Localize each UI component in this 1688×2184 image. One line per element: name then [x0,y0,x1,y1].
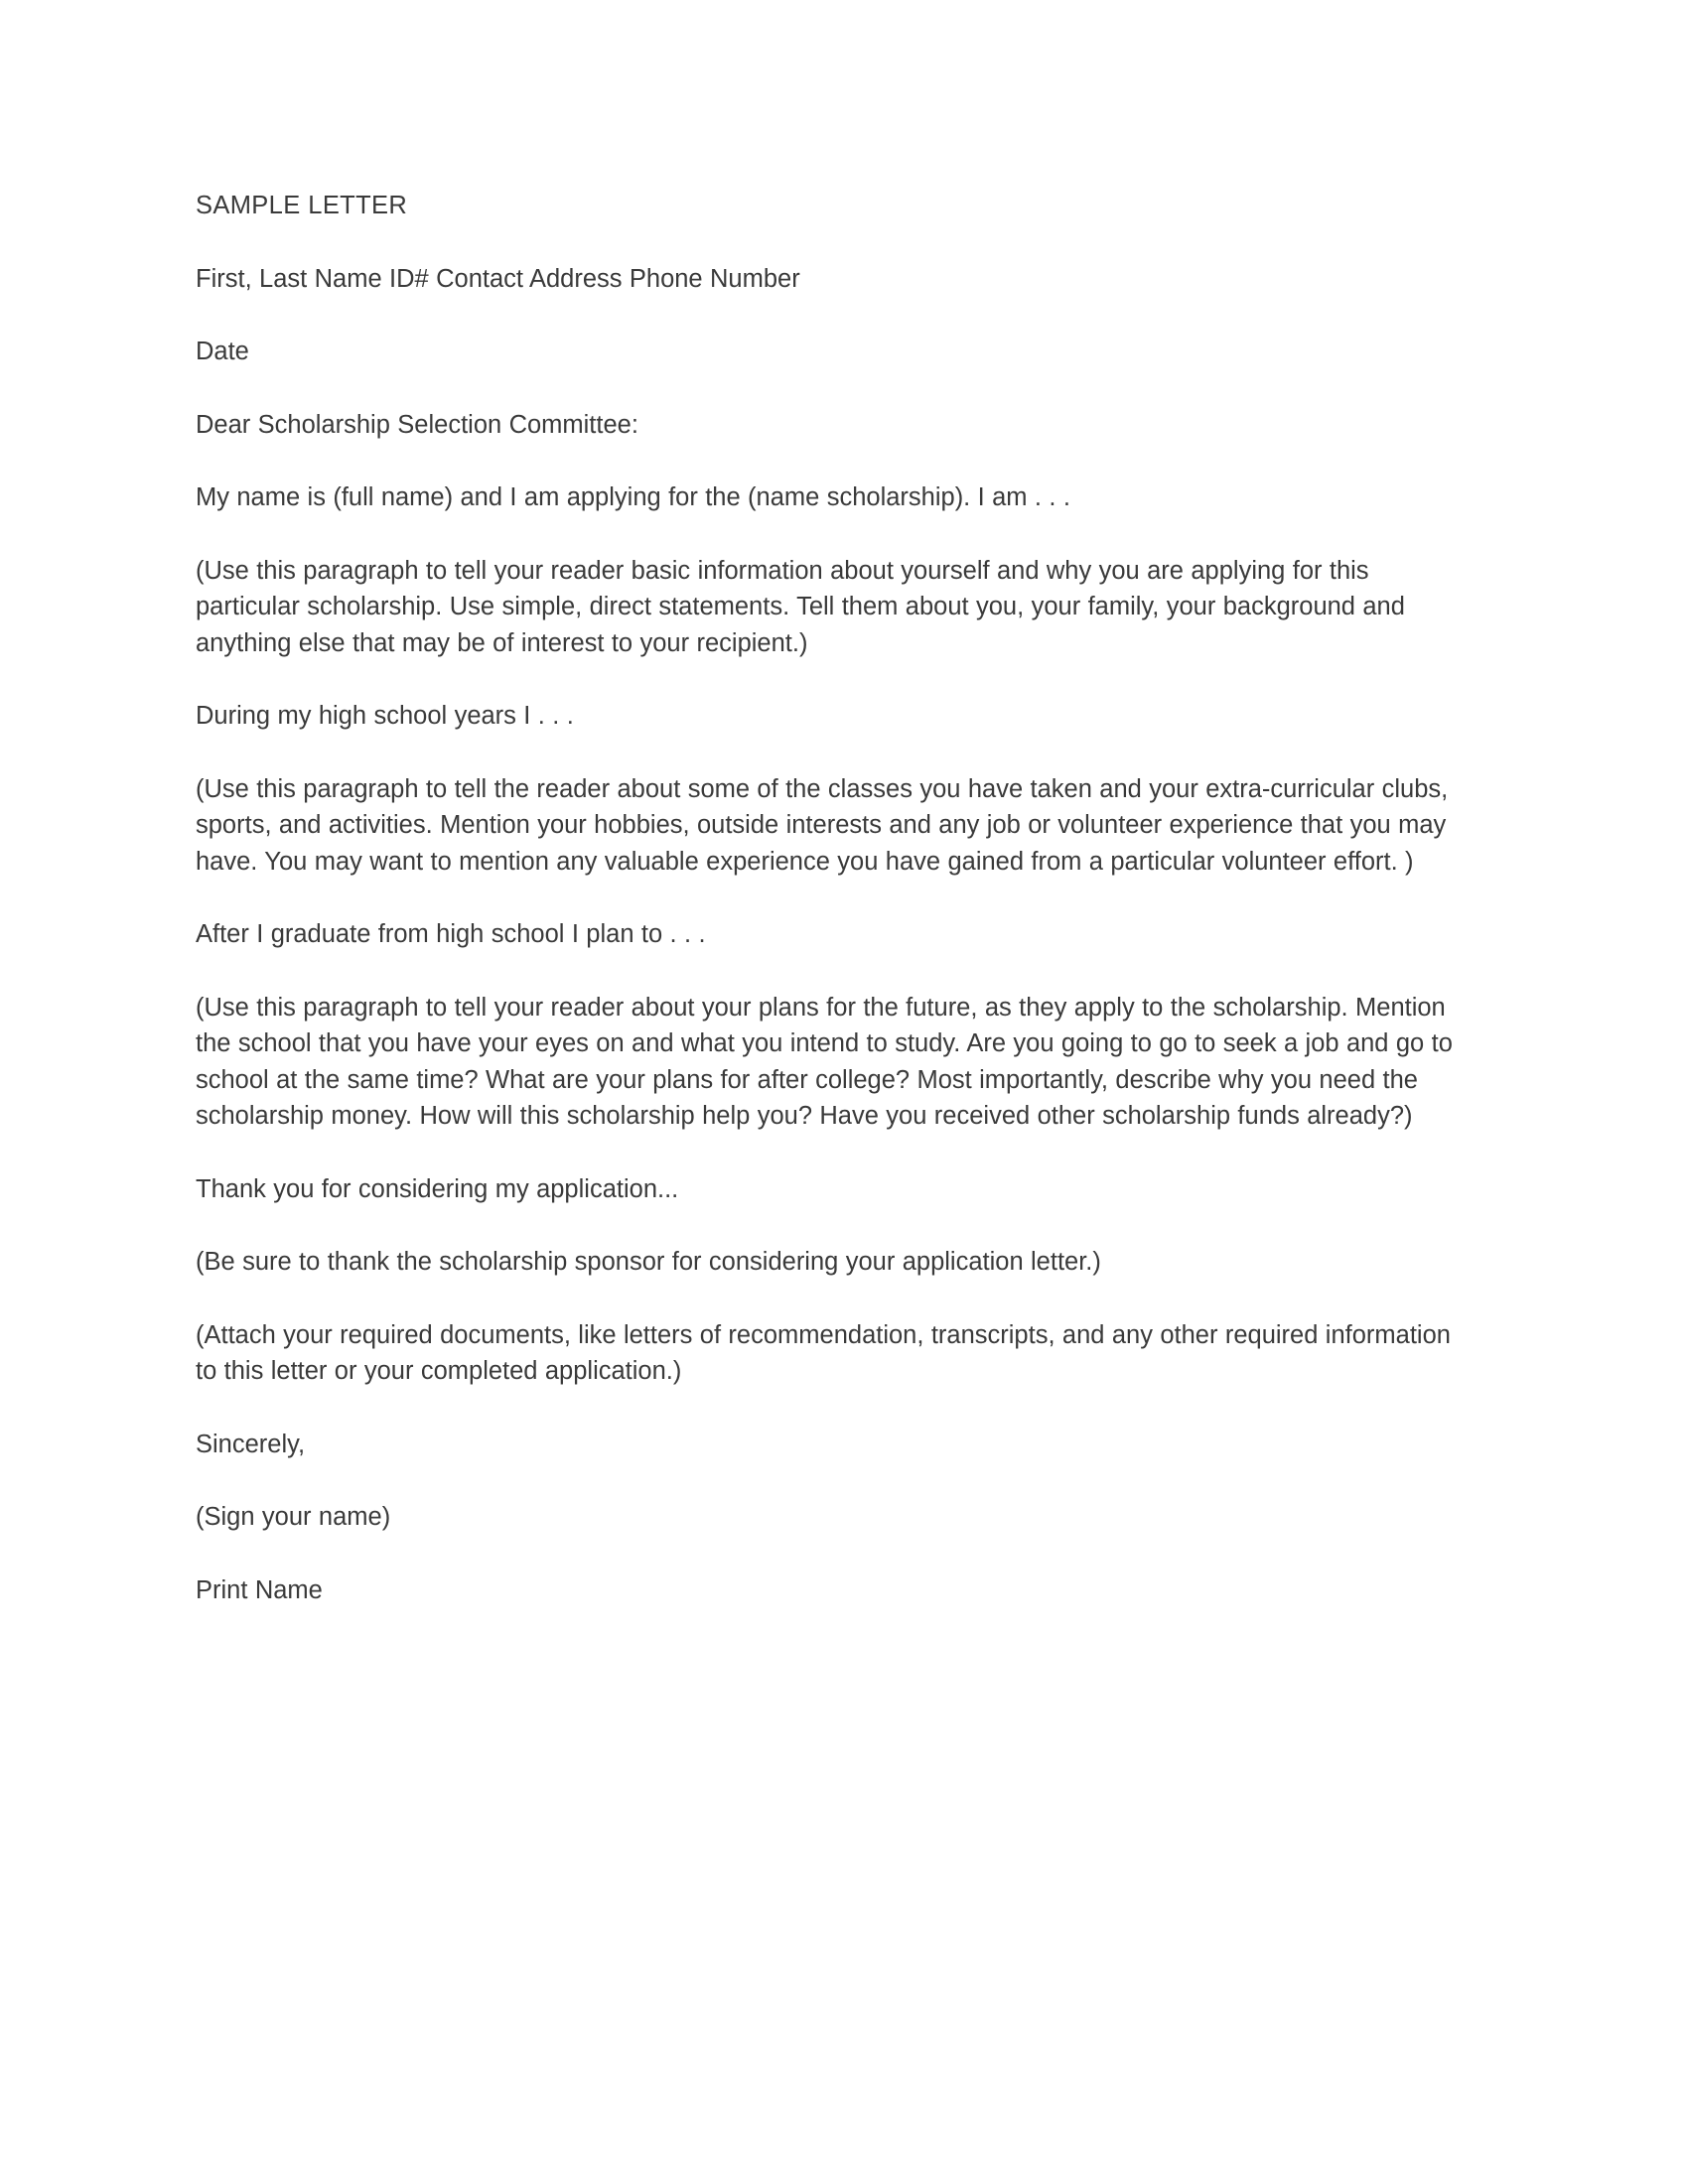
attachments-instruction-paragraph: (Attach your required documents, like letters of recommendation, transcripts, and any other required information to this letter or your completed application.) [196,1320,1459,1385]
salutation-line: Dear Scholarship Selection Committee: [196,410,638,439]
signature-line: (Sign your name) [196,1503,391,1531]
thank-you-paragraph: Thank you for considering my application... [196,1174,679,1203]
print-name-line: Print Name [196,1575,323,1604]
high-school-paragraph: During my high school years I . . . [196,702,574,730]
thank-you-instruction-paragraph: (Be sure to thank the scholarship sponsor for considering your application letter.) [196,1248,1101,1276]
future-plans-paragraph: After I graduate from high school I plan to . . . [196,920,706,948]
closing-line: Sincerely, [196,1430,306,1458]
intro-instruction-paragraph: (Use this paragraph to tell your reader basic information about yourself and why you are applying for this particular scholarship. Use simple, direct statements. Tell them about you, your family, your background and anything else that may be of interest to your recipient.) [196,556,1413,657]
intro-paragraph: My name is (full name) and I am applying for the (name scholarship). I am . . . [196,483,1070,511]
sender-info-line: First, Last Name ID# Contact Address Phone Number [196,264,800,293]
future-plans-instruction-paragraph: (Use this paragraph to tell your reader about your plans for the future, as they apply to the scholarship. Mention the school that you have your eyes on and what you intend to study. Are you going to go to seek a job and go to school at the same time? What are your plans for after college? Most importantly, describe why you need the scholarship money. How will this scholarship help you? Have you received other scholarship funds already?) [196,993,1461,1130]
date-line: Date [196,338,249,365]
high-school-instruction-paragraph: (Use this paragraph to tell the reader about some of the classes you have taken and your extra-curricular clubs, sports, and activities. Mention your hobbies, outside interests and any job or volunteer experience that you may have. You may want to mention any valuable experience you have gained from a particular volunteer effort. ) [196,774,1456,876]
letter-body [196,188,1477,1608]
letter-heading: SAMPLE LETTER [196,192,408,219]
